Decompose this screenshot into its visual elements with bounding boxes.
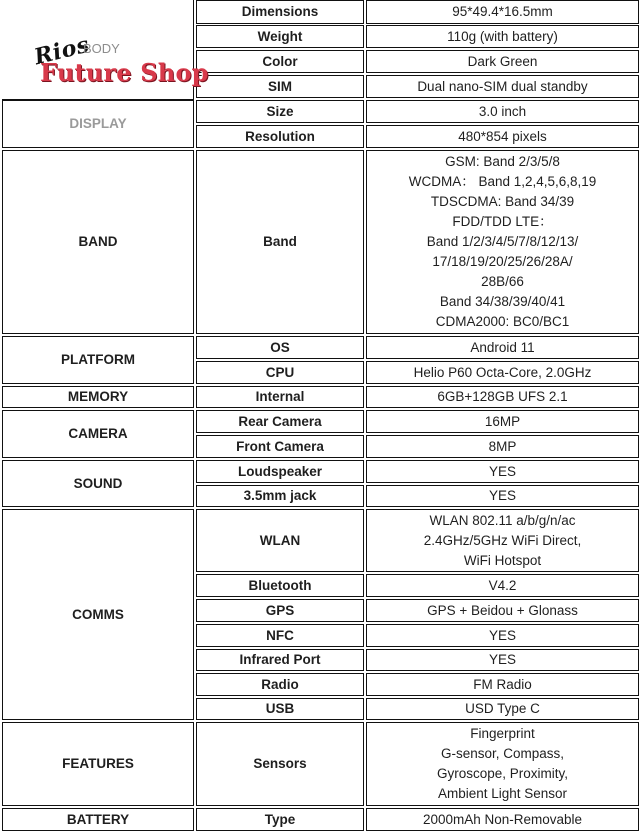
spec-value-line: WLAN 802.11 a/b/g/n/ac — [429, 512, 576, 528]
spec-name-text: Radio — [261, 676, 299, 692]
section-label-sound — [2, 460, 194, 507]
spec-value-line: CDMA2000: BC0/BC1 — [435, 314, 570, 329]
section-label-text: DISPLAY — [69, 116, 127, 131]
spec-value-usb — [366, 698, 639, 720]
spec-value-line: GSM: Band 2/3/5/8 — [445, 154, 560, 169]
spec-value-line: WiFi Hotspot — [463, 552, 542, 568]
section-label-band — [2, 150, 194, 334]
spec-name-text: NFC — [266, 627, 294, 643]
spec-value-front-camera — [366, 435, 639, 458]
section-label-text: COMMS — [72, 606, 124, 622]
spec-name-resolution — [196, 125, 364, 148]
spec-value-loudspeaker — [366, 460, 639, 483]
logo-brand: Future Shop — [40, 58, 209, 87]
spec-value-line: Ambient Light Sensor — [437, 786, 568, 801]
spec-name-sensors — [196, 722, 364, 806]
spec-value-internal — [366, 386, 639, 408]
spec-name-text: Internal — [255, 389, 305, 404]
spec-value-line: WCDMA： Band 1,2,4,5,6,8,19 — [408, 174, 597, 189]
spec-value-os — [366, 336, 639, 359]
spec-name-weight — [196, 25, 364, 48]
spec-name-bluetooth — [196, 574, 364, 597]
spec-name-gps — [196, 599, 364, 622]
section-label-memory — [2, 386, 194, 408]
spec-value-dimensions — [366, 0, 639, 24]
spec-name-text: USB — [265, 701, 295, 716]
spec-value-bluetooth — [366, 574, 639, 597]
spec-value-line: YES — [488, 463, 516, 479]
spec-value-line: 110g (with battery) — [447, 28, 558, 44]
spec-value-line: FM Radio — [473, 676, 532, 692]
spec-name-text: Bluetooth — [248, 577, 312, 593]
spec-name-infrared-port — [196, 649, 364, 671]
spec-value-infrared-port — [366, 649, 639, 671]
spec-name-text: CPU — [265, 364, 295, 380]
spec-value-nfc — [366, 624, 639, 647]
spec-name-3-5mm-jack — [196, 485, 364, 507]
spec-name-text: Front Camera — [236, 438, 324, 454]
spec-value-line: Helio P60 Octa-Core, 2.0GHz — [413, 364, 592, 380]
spec-name-loudspeaker — [196, 460, 364, 483]
spec-value-line: Gyroscope, Proximity, — [436, 766, 569, 781]
spec-name-text: Loudspeaker — [237, 463, 323, 479]
spec-name-text: Type — [264, 811, 296, 827]
spec-name-text: GPS — [265, 602, 295, 618]
store-logo — [2, 0, 209, 100]
spec-value-line: Band 34/38/39/40/41 — [439, 294, 566, 309]
spec-value-type — [366, 808, 639, 831]
section-label-text: BATTERY — [66, 811, 130, 827]
section-label-features — [2, 722, 194, 806]
spec-name-dimensions — [196, 0, 364, 24]
spec-value-cpu — [366, 361, 639, 384]
spec-value-line: 2.4GHz/5GHz WiFi Direct, — [423, 532, 582, 548]
spec-name-text: Dimensions — [241, 4, 319, 19]
spec-value-line: 8MP — [488, 438, 517, 454]
spec-name-text: Infrared Port — [239, 652, 321, 667]
spec-value-line: TDSCDMA: Band 34/39 — [430, 194, 575, 209]
section-label-camera — [2, 410, 194, 458]
spec-value-line: 16MP — [484, 413, 521, 429]
spec-value-band — [366, 150, 639, 334]
section-label-text: BAND — [78, 234, 118, 249]
spec-name-type — [196, 808, 364, 831]
spec-value-line: 6GB+128GB UFS 2.1 — [437, 389, 568, 404]
spec-value-sim — [366, 75, 639, 98]
spec-name-text: Rear Camera — [238, 413, 322, 429]
spec-name-text: Resolution — [245, 128, 315, 144]
section-label-platform — [2, 336, 194, 384]
spec-value-radio — [366, 673, 639, 696]
spec-name-size — [196, 100, 364, 123]
section-label-text: MEMORY — [67, 389, 129, 404]
section-label-display — [2, 100, 194, 148]
spec-value-line: 17/18/19/20/25/26/28A/ — [432, 254, 573, 269]
spec-name-band — [196, 150, 364, 334]
spec-value-gps — [366, 599, 639, 622]
spec-name-text: Band — [263, 234, 297, 249]
spec-value-line: YES — [488, 652, 516, 667]
section-label-text: SOUND — [73, 475, 123, 491]
spec-value-line: 28B/66 — [481, 274, 524, 289]
spec-name-text: Size — [266, 103, 294, 119]
spec-name-text: WLAN — [259, 532, 301, 548]
spec-name-text: Color — [262, 53, 298, 69]
spec-name-nfc — [196, 624, 364, 647]
spec-name-rear-camera — [196, 410, 364, 433]
spec-value-3-5mm-jack — [366, 485, 639, 507]
spec-value-line: USD Type C — [465, 701, 540, 716]
spec-name-text: SIM — [267, 78, 292, 94]
spec-value-line: 2000mAh Non-Removable — [422, 811, 583, 827]
section-label-body: BODY — [83, 41, 120, 56]
section-label-text: PLATFORM — [61, 352, 135, 367]
section-label-battery — [2, 808, 194, 831]
spec-value-line: FDD/TDD LTE： — [452, 214, 553, 229]
spec-value-line: Dual nano-SIM dual standby — [417, 78, 588, 94]
spec-name-radio — [196, 673, 364, 696]
spec-value-line: YES — [488, 627, 516, 643]
spec-value-line: Band 1/2/3/4/5/7/8/12/13/ — [426, 234, 579, 249]
spec-value-line: 95*49.4*16.5mm — [452, 4, 553, 19]
spec-value-size — [366, 100, 639, 123]
spec-value-line: G-sensor, Compass, — [440, 746, 565, 761]
spec-value-wlan — [366, 509, 639, 572]
spec-value-color — [366, 50, 639, 73]
spec-value-line: 3.0 inch — [478, 103, 527, 119]
spec-value-line: Fingerprint — [470, 726, 535, 741]
spec-name-sim — [196, 75, 364, 98]
spec-name-os — [196, 336, 364, 359]
spec-name-wlan — [196, 509, 364, 572]
section-label-text: CAMERA — [68, 426, 128, 441]
spec-value-sensors — [366, 722, 639, 806]
spec-name-text: Sensors — [253, 756, 307, 771]
spec-value-line: GPS + Beidou + Glonass — [427, 602, 578, 618]
spec-name-color — [196, 50, 364, 73]
spec-value-line: 480*854 pixels — [458, 128, 547, 144]
spec-name-cpu — [196, 361, 364, 384]
section-label-comms — [2, 509, 194, 720]
spec-value-line: YES — [488, 488, 516, 503]
spec-value-line: V4.2 — [488, 577, 517, 593]
spec-name-text: Weight — [257, 28, 303, 44]
spec-value-line: Android 11 — [470, 339, 535, 355]
section-label-text: FEATURES — [62, 756, 134, 771]
spec-name-text: OS — [270, 339, 290, 355]
spec-value-rear-camera — [366, 410, 639, 433]
spec-value-weight — [366, 25, 639, 48]
spec-name-front-camera — [196, 435, 364, 458]
logo-script: Rios — [31, 31, 93, 71]
spec-name-usb — [196, 698, 364, 720]
spec-name-internal — [196, 386, 364, 408]
spec-name-text: 3.5mm jack — [243, 488, 317, 503]
spec-value-resolution — [366, 125, 639, 148]
spec-value-line: Dark Green — [467, 53, 538, 69]
